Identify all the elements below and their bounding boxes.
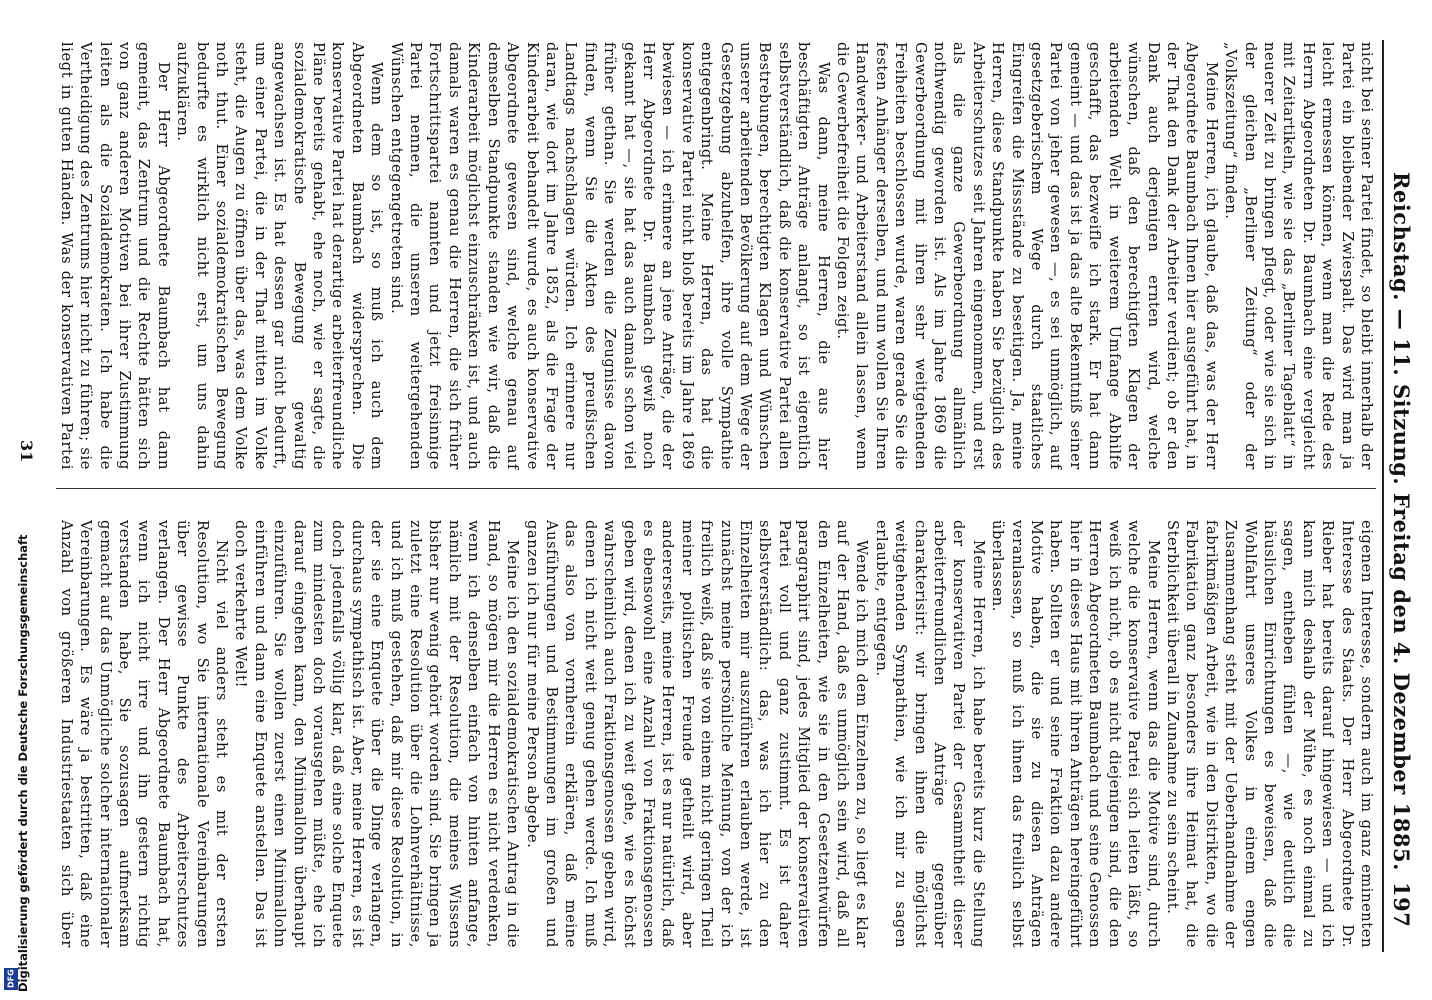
paragraph: nicht bei seiner Partei findet, so bleibt innerhalb der Partei ein bleibender Zwiespalt. Das wird man ja leicht ermessen können, wenn man die Rede des Herrn Abgeordneten Dr. Baumbach eine vergleicht mit Zeitartikeln, wie sie das „Berliner Tageblatt“ in neuerer Zeit zu bringen pflegt, oder wie sie sich in der gleichen „Berliner Zeitung“ oder der „Volkszeitung“ finden. bbox=[1222, 42, 1375, 470]
paragraph: Nicht viel anders steht es mit der ersten Resolution, wo Sie internationale Vereinbarungen über gewisse Punkte des Arbeiterschutzes verlangen. Der Herr Abgeordnete Baumbach hat, wenn ich nicht irre und ihn gestern richtig verstanden habe, Sie sozusagen aufmerksam gemacht auf das Unmögliche solcher internationaler Vereinbarungen. Es wäre ja bestritten, daß eine Anzahl von größeren Industriestaaten sich über bbox=[57, 520, 231, 948]
right-column bbox=[56, 520, 1376, 948]
paragraph: Was dann, meine Herren, die aus hier beschäftigten Anträge anlangt, so ist eigentlich selbstverständlich, daß die konservative Partei allen Bestrebungen, berechtigten Klagen und Wünschen unserer arbeitenden Bevölkerung auf dem Wege der Gesetzgebung abzuhelfen, ihre volle Sympathie entgegenbringt. Meine Herren, das hat die konservative Partei nicht bloß bereits im Jahre 1869 bewiesen — ich erinnere an jene Anträge, die der Herr Abgeordnete Dr. Baumbach gewiß noch gekannt hat —, sie hat das auch damals schon viel früher gethan. Sie werden die Zeugnisse davon finden, wenn Sie die Akten des preußischen Landtags nachschlagen würden. Ich erinnere nur daran, wie dort im Jahre 1852, als die Frage der Kinderarbeit behandelt wurde, es auch konservative Abgeordnete gewesen sind, welche genau auf demselben Standpunkte standen wie wir, daß die Kinderarbeit möglichst einzuschränken ist, und auch damals waren es genau die Herren, die sich früher Fortschrittspartei nannten und jetzt freisinnige Partei nennen, die unseren weitergehenden Wünschen entgegengetreten sind. bbox=[387, 42, 832, 470]
paragraph: eigenen Interesse, sondern auch im ganz eminenten Interesse des Staats. Der Herr Abgeordnete Dr. Rieber hat bereits darauf hingewiesen — und ich kann mich deshalb der Mühe, es noch einmal zu sagen, entheben fühlen —, wie deutlich die häuslichen Einrichtungen es beweisen, daß die Wohlfahrt unseres Volkes in einem engen Zusammenhang steht mit der Ueberhandnahme der fabrikmäßigen Arbeit, wie in den Distrikten, wo die Fabrikation ganz besonders ihre Heimat hat, die Sterblichkeit überall in Zunahme zu sein scheint. bbox=[1163, 520, 1375, 948]
paragraph: Meine ich den sozialdemokratischen Antrag in die Hand, so mögen mir die Herren es nicht verdenken, wenn ich denselben einfach von hinten anfange, nämlich mit der Resolution, die meines Wissens bisher nur wenig gehört worden sind. Sie bringen ja zuletzt eine Resolution über die Lohnverhältnisse, und ich muß gestehen, daß mir diese Resolution, in der sie eine Enquete über die Dinge verlangen, durchaus sympathisch ist. Aber, meine Herren, es ist doch jedenfalls völlig klar, daß eine solche Enquete zum mindesten doch vorausgehen müßte, ehe ich darauf eingehen kann, den Minimallohn überhaupt einzuführen. Sie wollen zuerst einen Minimallohn einführen und dann eine Enquete anstellen. Das ist doch verkehrte Welt! bbox=[232, 520, 522, 948]
paragraph: Der Herr Abgeordnete Baumbach hat dann gemeint, das Zentrum und die Rechte hätten sich von ganz anderen Motiven bei ihrer Zustimmung leiten als die Sozialdemokraten. Ich habe die Vertheidigung des Zentrums hier nicht zu führen; sie liegt in guten Händen. Was der konservativen Partei bbox=[57, 42, 172, 470]
page-number: 197 bbox=[1389, 882, 1414, 928]
running-title: Reichstag. — 11. Sitzung. Freitag den 4. Dezember 1885. bbox=[1389, 172, 1414, 871]
paragraph: Wenn dem so ist, so muß ich auch dem Abgeordneten Baumbach widersprechen. Die konservative Partei hat derartige arbeiterfreundliche Pläne bereits gehabt, ehe noch, wie er sagte, die sozialdemokratische Bewegung gewaltig angewachsen ist. Es hat dessen gar nicht bedurft, um einer Partei, die in der That mitten im Volke steht, die Augen zu öffnen über das, was dem Volke noth thut. Einer sozialdemokratischen Bewegung bedurfte es wirklich nicht erst, um uns dahin aufzuklären. bbox=[174, 42, 386, 470]
paragraph: Wende ich mich dem Einzelnen zu, so liegt es klar auf der Hand, daß es unmöglich sein wird, daß all den Einzelheiten, wie sie in den Gesetzentwürfen paragraphirt sind, jedes Mitglied der konservativen Partei voll und ganz zustimmt. Es ist daher selbstverständlich: das, was ich hier zu den Einzelheiten mir auszuführen erlauben werde, ist zunächst meine persönliche Meinung, von der ich freilich weiß, daß sie von einem nicht geringen Theil meiner politischen Freunde getheilt wird, aber andererseits, meine Herren, ist es nur natürlich, daß es ebensowohl eine Anzahl von Fraktionsgenossen geben wird, denen ich zu weit gehe, wie es höchst wahrscheinlich auch Fraktionsgenossen geben wird, denen ich nicht weit genug gehen werde. Ich muß das also von vornherein erklären, daß meine Ausführungen und Bestimmungen im großen und ganzen ich nur für meine Person abgebe. bbox=[523, 520, 871, 948]
left-column bbox=[56, 42, 1376, 470]
paragraph: Meine Herren, ich glaube, daß das, was der Herr Abgeordnete Baumbach Ihnen hier ausgeführt hat, in der That den Dank der Arbeiter verdient; ob er den Dank auch derjenigen ernten wird, welche wünschen, daß den berechtigten Klagen der arbeitenden Welt in weiterem Umfange Abhilfe geschafft, das bezweifle ich stark. Er hat dann gemeint — und das ist ja das alte Bekenntniß seiner Partei von jeher gewesen —, es sei unmöglich, auf gesetzgeberischem Wege durch staatliches Eingreifen die Missstände zu beseitigen. Ja, meine Herren, diese Standpunkte haben Sie bezüglich des Arbeiterschutzes seit Jahren eingenommen, und erst als die ganze Gewerbeordnung allmählich nothwendig geworden ist. Als im Jahre 1869 die Gewerbeordnung mit ihren sehr weitgehenden Freiheiten beschlossen wurde, waren gerade Sie die festen Anhänger derselben, und nun wollen Sie Ihren Handwerker- und Arbeiterstand allein lassen, wenn die Gewerbefreiheit die Folgen zeigt. bbox=[834, 42, 1220, 470]
page-header bbox=[1384, 42, 1414, 942]
column-divider bbox=[56, 488, 1376, 489]
credit-text: Digitalisierung gefördert durch die Deutsche Forschungsgemeinschaft bbox=[16, 534, 30, 992]
paragraph: Meine Herren, ich habe bereits kurz die Stellung der konservativen Partei der Gesammtheit dieser arbeiterfreundlichen Anträge gegenüber charakterisirt: wir bringen ihnen die möglichst weitgehenden Sympathien, wie ich mir zu sagen erlaubte, entgegen. bbox=[872, 520, 987, 948]
dfg-logo: DFG bbox=[4, 968, 18, 990]
paragraph: Meine Herren, wenn das die Motive sind, durch welche die konservative Partei sich leiten läßt, so weiß ich nicht, ob es nicht diejenigen sind, die den Herren Abgeordneten Baumbach und seine Genossen hier in dieses Haus mit ihren Anträgen hereingeführt haben. Sollten er und seine Fraktion dazu andere Motive haben, die sie zu diesen Anträgen veranlassen, so muß ich ihnen das freilich selbst überlassen. bbox=[989, 520, 1162, 948]
sheet-signature: 31 bbox=[17, 440, 36, 463]
header-rule bbox=[1382, 40, 1384, 952]
